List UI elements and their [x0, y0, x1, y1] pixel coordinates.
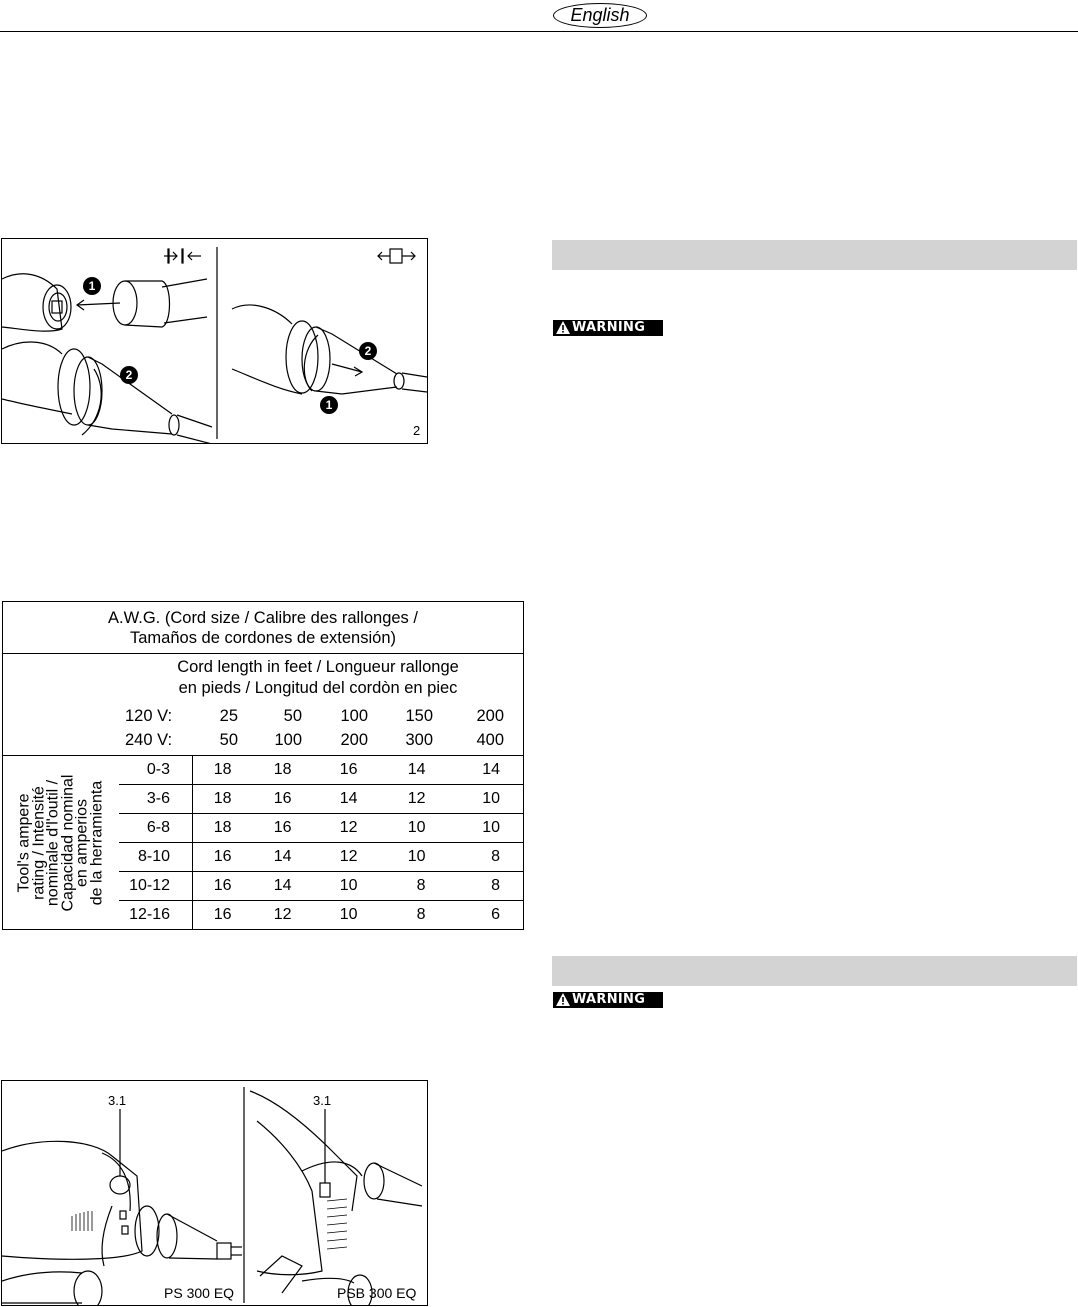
tool-ampere-label: [3, 756, 119, 930]
section-header-bar: [552, 956, 1077, 986]
awg-value: 10: [451, 785, 524, 814]
tool-ampere-text: [17, 774, 104, 911]
callout-2: 2: [125, 368, 133, 382]
side-line: rating / Intensité: [29, 785, 47, 900]
awg-value: 10: [314, 872, 382, 901]
side-line: Capacidad nominal: [58, 774, 76, 911]
awg-value: 16: [250, 814, 314, 843]
amp-range: 8-10: [119, 843, 193, 872]
side-line: de la herramienta: [87, 780, 105, 905]
awg-value: 14: [314, 785, 382, 814]
awg-value: 18: [193, 756, 250, 785]
awg-value: 16: [193, 872, 250, 901]
amp-range: 6-8: [119, 814, 193, 843]
awg-value: 6: [451, 901, 524, 930]
length-value: 150: [405, 707, 433, 725]
awg-value: 8: [451, 843, 524, 872]
awg-value: 8: [382, 901, 451, 930]
side-line: Tool's ampere: [15, 792, 33, 893]
length-value: 50: [283, 707, 302, 725]
awg-value: 12: [250, 901, 314, 930]
model-label-ps300: PS 300 EQ: [164, 1285, 235, 1301]
amp-range: 12-16: [119, 901, 193, 930]
cord-length-line2: en pieds / Longitud del cordòn en piec: [178, 679, 458, 697]
length-value: 100: [340, 707, 368, 725]
voltage-label: 120 V:: [125, 707, 173, 725]
disconnect-icon: [378, 249, 415, 263]
awg-value: 16: [250, 785, 314, 814]
cord-length-line1: Cord length in feet / Longueur rallonge: [177, 658, 459, 676]
side-line: nominale d'l'outil /: [44, 779, 62, 906]
awg-value: 14: [382, 756, 451, 785]
amp-range: 3-6: [119, 785, 193, 814]
table-title-line2: Tamaños de cordones de extensión): [130, 628, 396, 647]
warning-label: WARNING: [572, 992, 646, 1007]
awg-value: 16: [193, 843, 250, 872]
length-value: 200: [476, 707, 504, 725]
awg-value: 12: [382, 785, 451, 814]
awg-value: 8: [451, 872, 524, 901]
awg-value: 8: [382, 872, 451, 901]
length-value: 25: [219, 707, 238, 725]
awg-value: 12: [314, 843, 382, 872]
length-value: 50: [219, 731, 238, 749]
warning-badge: [553, 992, 663, 1008]
figure-3-illustration: [2, 1081, 427, 1305]
figure-number: 2: [413, 423, 421, 438]
awg-value: 18: [250, 756, 314, 785]
voltage-120-row: [3, 707, 524, 727]
table-header: [3, 654, 524, 756]
figure-3: [1, 1080, 428, 1306]
header-rule: [0, 31, 1078, 32]
length-value: 300: [405, 731, 433, 749]
callout-3-1-right: 3.1: [313, 1093, 332, 1108]
warning-badge: [553, 320, 663, 336]
language-badge: English: [553, 3, 647, 28]
awg-value: 10: [382, 843, 451, 872]
awg-value: 10: [382, 814, 451, 843]
section-header-bar: [552, 240, 1077, 270]
awg-value: 10: [451, 814, 524, 843]
callout-3-1-left: 3.1: [108, 1093, 127, 1108]
side-line: en amperios: [73, 798, 91, 887]
table-title-line1: A.W.G. (Cord size / Calibre des rallonges /: [108, 608, 418, 627]
awg-value: 14: [250, 843, 314, 872]
amp-range: 0-3: [119, 756, 193, 785]
callout-1: 1: [325, 398, 333, 412]
table-row: [3, 756, 524, 785]
length-value: 100: [274, 731, 302, 749]
length-value: 400: [476, 731, 504, 749]
awg-table: [2, 601, 524, 930]
awg-value: 10: [314, 901, 382, 930]
warning-label: WARNING: [572, 320, 646, 335]
cord-length-label: [123, 657, 513, 699]
voltage-240-row: [3, 731, 524, 751]
connect-icon: [164, 249, 201, 263]
callout-2: 2: [364, 344, 372, 358]
figure-2: [1, 238, 428, 444]
model-label-psb300: PSB 300 EQ: [337, 1285, 417, 1301]
table-title: [3, 602, 524, 654]
awg-value: 18: [193, 814, 250, 843]
length-value: 200: [340, 731, 368, 749]
awg-value: 16: [314, 756, 382, 785]
awg-value: 18: [193, 785, 250, 814]
awg-value: 16: [193, 901, 250, 930]
warning-icon: [555, 320, 571, 336]
warning-icon: [555, 992, 571, 1008]
callout-1: 1: [88, 279, 96, 293]
voltage-label: 240 V:: [125, 731, 173, 749]
awg-value: 14: [451, 756, 524, 785]
amp-range: 10-12: [119, 872, 193, 901]
awg-value: 14: [250, 872, 314, 901]
figure-2-illustration: [2, 239, 427, 443]
awg-value: 12: [314, 814, 382, 843]
